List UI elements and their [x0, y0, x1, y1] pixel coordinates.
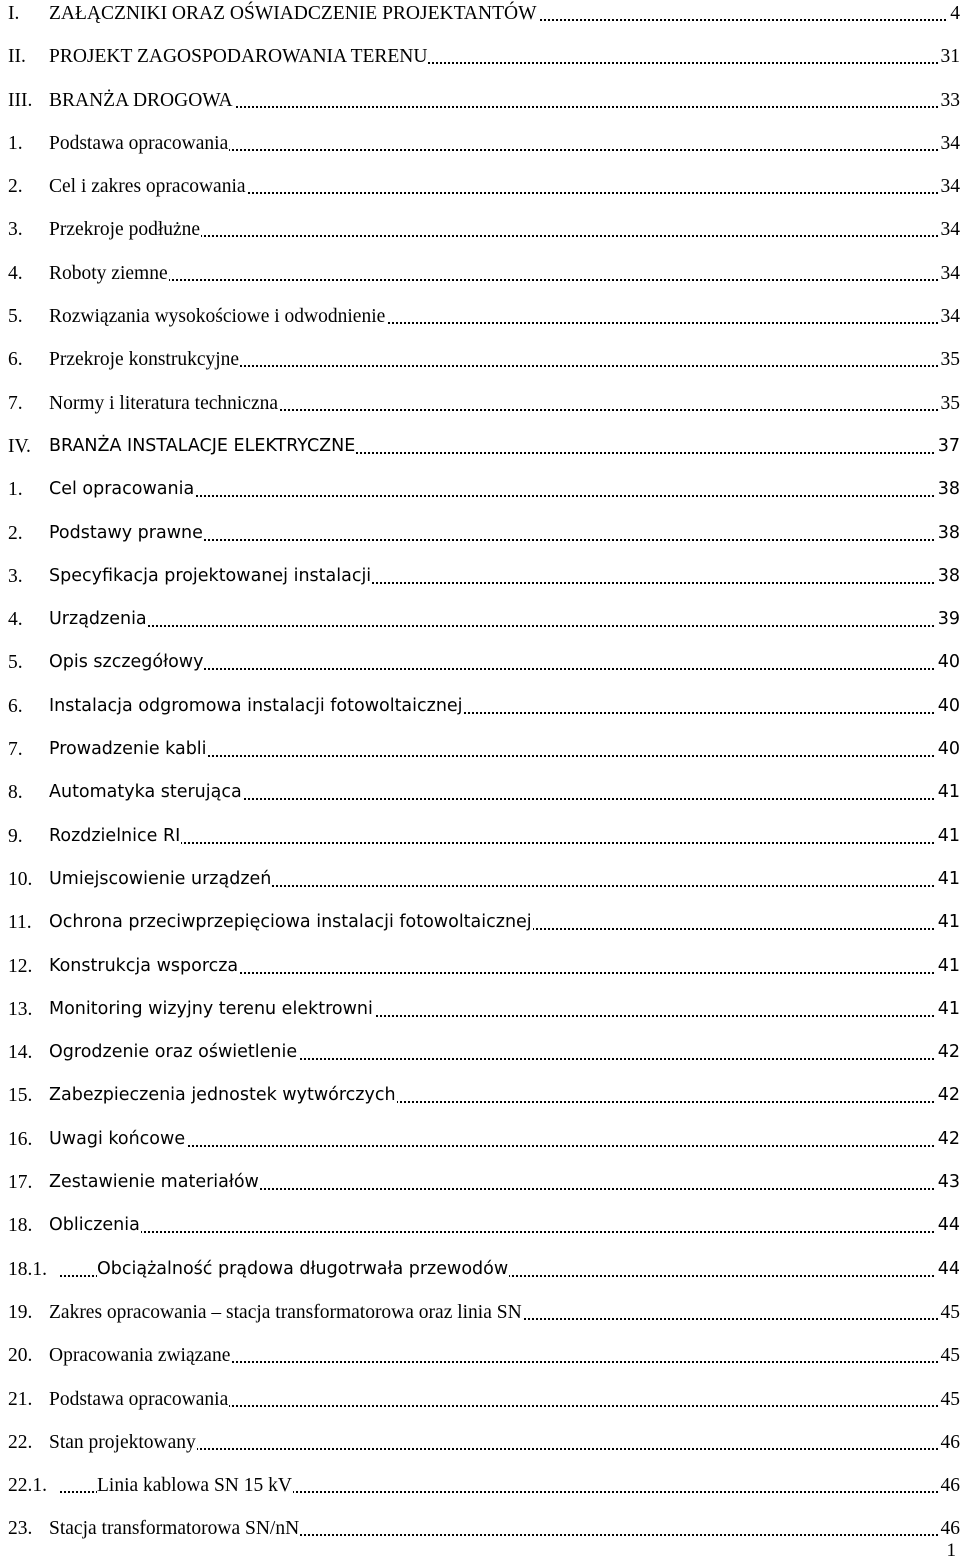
toc-entry-number: 2. [8, 176, 23, 198]
toc-entry-title: Ochrona przeciwprzepięciowa instalacji fotowoltaicznej [49, 912, 532, 933]
toc-entry-title: Rozdzielnice RI [49, 825, 181, 846]
toc-entry-title: Cel i zakres opracowania [49, 176, 246, 198]
toc-entry-number: 18. [8, 1215, 33, 1237]
toc-entry-page: 42 [937, 1042, 960, 1063]
toc-entry-title: Rozwiązania wysokościowe i odwodnienie [49, 306, 386, 328]
toc-entry-page: 35 [940, 392, 960, 414]
toc-entry[interactable] [0, 0, 960, 43]
toc-entry-number: 22.1. [8, 1475, 47, 1497]
toc-entry[interactable] [0, 173, 960, 216]
toc-entry[interactable] [0, 1342, 960, 1385]
toc-entry[interactable] [0, 1169, 960, 1212]
toc-leader-dots [60, 842, 946, 844]
toc-entry[interactable] [0, 649, 960, 692]
toc-entry-page: 37 [937, 435, 960, 456]
toc-entry-page: 42 [937, 1128, 960, 1149]
toc-entry-title: Stacja transformatorowa SN/nN [49, 1518, 300, 1540]
toc-entry-page: 41 [937, 998, 960, 1019]
toc-entry[interactable] [0, 43, 960, 86]
toc-entry[interactable] [0, 520, 960, 563]
toc-entry-number: 7. [8, 392, 23, 414]
toc-entry-number: 17. [8, 1172, 33, 1194]
toc-entry-page: 41 [937, 825, 960, 846]
toc-entry-page: 38 [937, 522, 960, 543]
toc-entry-title: Prowadzenie kabli [49, 739, 207, 760]
toc-entry-title: Normy i literatura techniczna [49, 392, 279, 414]
toc-entry-title: PROJEKT ZAGOSPODAROWANIA TERENU [49, 46, 428, 68]
toc-entry[interactable] [0, 1299, 960, 1342]
toc-entry-page: 41 [937, 955, 960, 976]
toc-entry-page: 40 [937, 695, 960, 716]
toc-entry-title: Ogrodzenie oraz oświetlenie [49, 1042, 298, 1063]
toc-entry-title: Automatyka sterująca [49, 782, 242, 803]
toc-entry-title: Przekroje podłużne [49, 219, 201, 241]
toc-entry[interactable] [0, 390, 960, 433]
toc-entry-title: Zakres opracowania – stacja transformatorowa oraz linia SN [49, 1301, 522, 1323]
toc-entry[interactable] [0, 476, 960, 519]
toc-entry-number: 4. [8, 262, 23, 284]
toc-entry-page: 34 [940, 176, 960, 198]
toc-entry[interactable] [0, 1126, 960, 1169]
toc-entry-title: Uwagi końcowe [49, 1128, 186, 1149]
toc-entry[interactable] [0, 433, 960, 476]
toc-entry-page: 45 [940, 1388, 960, 1410]
toc-entry-title: Opis szczegółowy [49, 652, 204, 673]
toc-entry-number: II. [8, 46, 26, 68]
toc-entry-page: 4 [950, 3, 960, 24]
toc-entry-title: Linia kablowa SN 15 kV [97, 1475, 292, 1497]
toc-entry-title: Podstawa opracowania [49, 1388, 229, 1410]
toc-entry-page: 31 [940, 46, 960, 68]
toc-entry-page: 44 [937, 1215, 960, 1236]
toc-entry-page: 41 [937, 912, 960, 933]
toc-entry-page: 34 [940, 219, 960, 241]
toc-entry-number: 11. [8, 912, 32, 934]
toc-entry-title: Zestawienie materiałów [49, 1172, 259, 1193]
toc-entry-page: 39 [937, 609, 960, 630]
toc-entry-number: 2. [8, 522, 23, 544]
toc-entry-title: Przekroje konstrukcyjne [49, 349, 240, 371]
toc-entry-title: Opracowania związane [49, 1345, 231, 1367]
toc-entry-title: Roboty ziemne [49, 262, 168, 284]
toc-entry[interactable] [0, 1515, 960, 1558]
toc-entry[interactable] [0, 1256, 960, 1299]
toc-entry-number: 5. [8, 652, 23, 674]
toc-entry-number: 3. [8, 565, 23, 587]
toc-entry-title: Instalacja odgromowa instalacji fotowoltaicznej [49, 695, 463, 716]
toc-entry-page: 33 [940, 89, 960, 111]
toc-entry-number: 1. [8, 479, 23, 501]
toc-entry[interactable] [0, 1082, 960, 1125]
toc-entry-page: 41 [937, 782, 960, 803]
toc-entry-number: 10. [8, 868, 33, 890]
toc-entry-number: 18.1. [8, 1258, 47, 1280]
toc-entry-number: 9. [8, 825, 23, 847]
toc-entry-page: 38 [937, 565, 960, 586]
toc-entry-page: 46 [940, 1475, 960, 1497]
toc-entry-page: 34 [940, 262, 960, 284]
toc-entry-page: 45 [940, 1345, 960, 1367]
toc-entry-page: 45 [940, 1301, 960, 1323]
toc-entry[interactable] [0, 346, 960, 389]
toc-entry-page: 40 [937, 739, 960, 760]
toc-entry[interactable] [0, 303, 960, 346]
toc-entry-title: Urządzenia [49, 609, 147, 630]
toc-entry-number: 3. [8, 219, 23, 241]
toc-entry-page: 46 [940, 1518, 960, 1540]
toc-entry-title: Umiejscowienie urządzeń [49, 868, 272, 889]
toc-entry-number: 12. [8, 955, 33, 977]
toc-leader-dots [60, 1231, 946, 1233]
toc-entry-page: 41 [937, 868, 960, 889]
toc-entry[interactable] [0, 1039, 960, 1082]
toc-entry[interactable] [0, 563, 960, 606]
toc-entry[interactable] [0, 1386, 960, 1429]
toc-entry-page: 40 [937, 652, 960, 673]
toc-entry-number: III. [8, 89, 33, 111]
toc-entry-number: 14. [8, 1042, 33, 1064]
toc-entry[interactable] [0, 866, 960, 909]
toc-entry-title: Podstawa opracowania [49, 132, 229, 154]
toc-entry[interactable] [0, 87, 960, 130]
toc-entry-title: Monitoring wizyjny terenu elektrowni [49, 998, 373, 1019]
toc-entry-page: 38 [937, 479, 960, 500]
toc-entry[interactable] [0, 260, 960, 303]
page-number: 1 [946, 1540, 956, 1561]
toc-entry-title: ZAŁĄCZNIKI ORAZ OŚWIADCZENIE PROJEKTANTÓW [49, 3, 537, 24]
toc-entry-number: IV. [8, 435, 31, 457]
toc-entry-number: 20. [8, 1345, 33, 1367]
toc-entry[interactable] [0, 779, 960, 822]
toc-leader-dots [60, 625, 946, 627]
toc-entry-title: Zabezpieczenia jednostek wytwórczych [49, 1085, 396, 1106]
toc-entry-title: Cel opracowania [49, 479, 195, 500]
toc-entry[interactable] [0, 996, 960, 1039]
toc-entry[interactable] [0, 1429, 960, 1472]
toc-entry[interactable] [0, 216, 960, 259]
toc-entry-title: BRANŻA DROGOWA [49, 89, 233, 111]
toc-entry-number: 7. [8, 739, 23, 761]
toc-entry-number: I. [8, 3, 20, 24]
toc-entry[interactable] [0, 823, 960, 866]
toc-entry-number: 6. [8, 695, 23, 717]
toc-entry-number: 21. [8, 1388, 33, 1410]
toc-entry-page: 35 [940, 349, 960, 371]
toc-entry[interactable] [0, 1472, 960, 1515]
toc-entry-number: 13. [8, 998, 33, 1020]
toc-entry[interactable] [0, 909, 960, 952]
toc-entry-number: 4. [8, 609, 23, 631]
toc-entry-page: 34 [940, 132, 960, 154]
toc-entry[interactable] [0, 736, 960, 779]
toc-entry[interactable] [0, 1212, 960, 1255]
toc-entry-page: 43 [937, 1172, 960, 1193]
toc-entry-title: Stan projektowany [49, 1431, 196, 1453]
toc-entry-number: 16. [8, 1128, 33, 1150]
toc-leader-dots [60, 1145, 946, 1147]
toc-entry[interactable] [0, 606, 960, 649]
toc-entry-number: 8. [8, 782, 23, 804]
toc-entry-number: 23. [8, 1518, 33, 1540]
toc-entry[interactable] [0, 953, 960, 996]
toc-entry-page: 34 [940, 306, 960, 328]
toc-entry-page: 42 [937, 1085, 960, 1106]
toc-entry-title: Konstrukcja wsporcza [49, 955, 239, 976]
toc-entry-title: BRANŻA INSTALACJE ELEKTRYCZNE [49, 435, 356, 456]
toc-entry[interactable] [0, 130, 960, 173]
toc-entry-title: Obliczenia [49, 1215, 140, 1236]
toc-entry-number: 19. [8, 1301, 33, 1323]
toc-entry-number: 15. [8, 1085, 33, 1107]
toc-entry-number: 6. [8, 349, 23, 371]
toc-entry-number: 5. [8, 306, 23, 328]
toc-entry-page: 46 [940, 1431, 960, 1453]
toc-entry-number: 22. [8, 1431, 33, 1453]
toc-entry-number: 1. [8, 132, 23, 154]
toc-entry-title: Specyfikacja projektowanej instalacji [49, 565, 372, 586]
toc-entry-title: Podstawy prawne [49, 522, 203, 543]
toc-entry-page: 44 [937, 1258, 960, 1279]
toc-entry-title: Obciążalność prądowa długotrwała przewodów [97, 1258, 509, 1279]
toc-leader-dots [60, 279, 946, 281]
toc-entry[interactable] [0, 693, 960, 736]
